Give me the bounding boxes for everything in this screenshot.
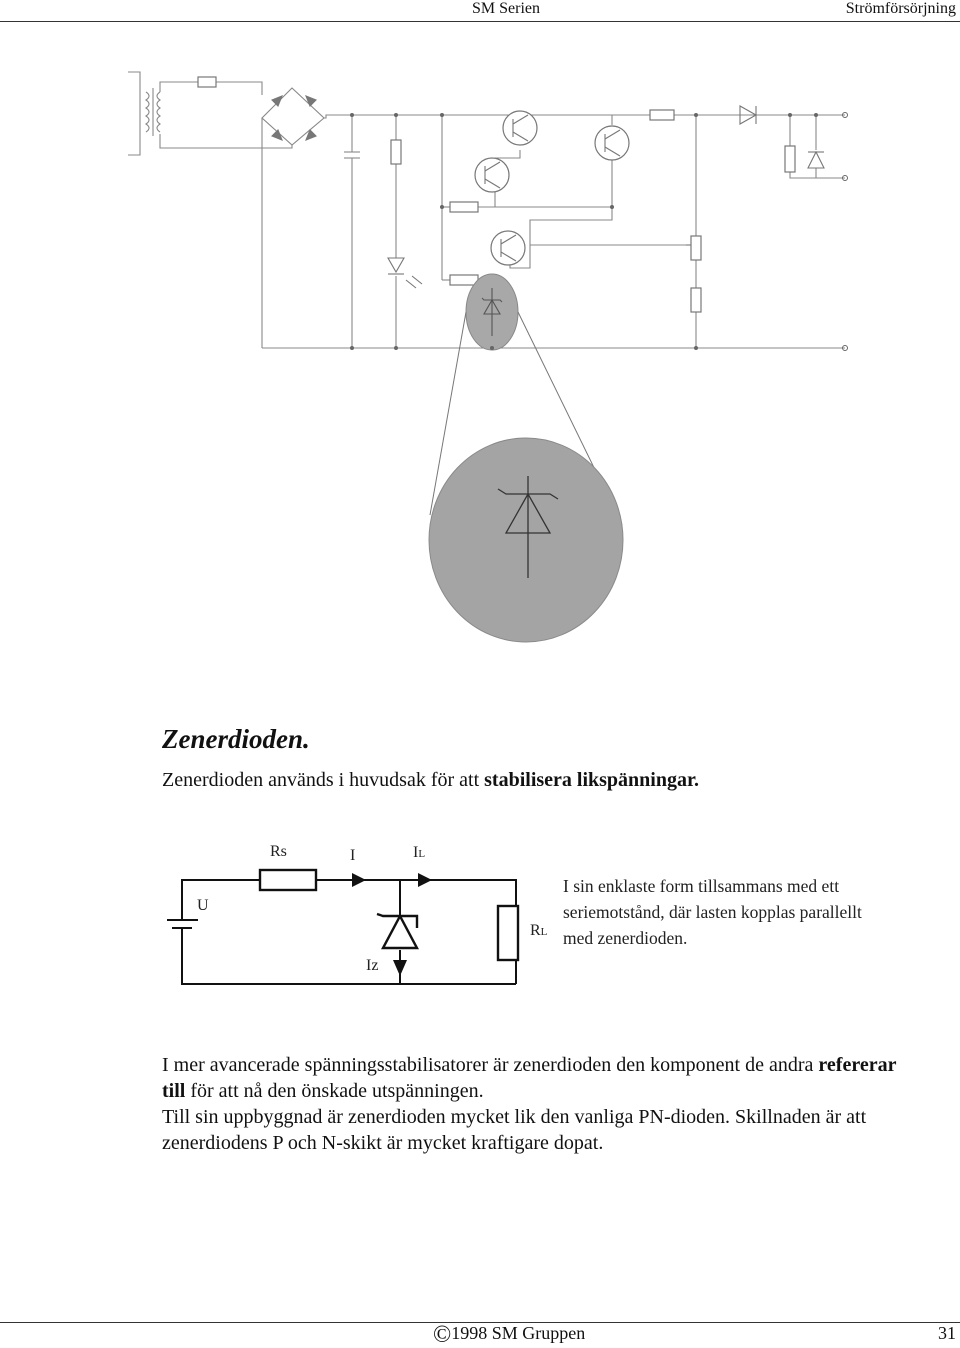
regulator-zener (377, 914, 417, 948)
p1-part-b: för att nå den önskade utspänningen. (185, 1080, 484, 1102)
label-il-sub: L (418, 848, 426, 860)
intro-lead: Zenerdioden används i huvudsak för att (162, 769, 485, 791)
zener-regulator-circuit (0, 0, 560, 1000)
current-arrows (352, 873, 432, 976)
label-rl-main: R (530, 922, 541, 939)
label-rs: Rs (270, 843, 287, 860)
footer-copyright (433, 1322, 585, 1346)
p1-bold: refererar till (162, 1054, 897, 1102)
regulator-wiring (167, 880, 516, 984)
header-series: SM Serien (472, 0, 540, 17)
paragraph-2: Till sin uppbyggnad är zenerdioden mycket lik den vanliga PN-dioden. Skillnaden är att zenerdiodens P och N-skikt är mycket kraftigare dopat. (162, 1106, 867, 1154)
label-rl-sub: L (540, 926, 548, 938)
label-il (413, 844, 425, 861)
label-rl (530, 922, 548, 939)
label-u: U (197, 897, 209, 914)
label-i: I (350, 847, 356, 864)
series-resistor (260, 870, 316, 890)
section-heading: Zenerdioden. (162, 724, 310, 754)
load-resistor (498, 906, 518, 960)
page-number: 31 (938, 1323, 956, 1343)
circuit-description: I sin enklaste form tillsammans med ett seriemotstånd, där lasten kopplas parallellt med zenerdioden. (563, 876, 862, 948)
footer-text: 1998 SM Gruppen (451, 1323, 586, 1343)
paragraph-1 (162, 1052, 922, 1104)
p1-part-a: I mer avancerade spänningsstabilisatorer är zenerdioden den komponent de andra (162, 1054, 819, 1076)
label-iz: Iz (366, 957, 379, 974)
label-il-main: I (413, 844, 419, 861)
header-topic: Strömförsörjning (845, 0, 956, 17)
body-text (162, 1052, 922, 1156)
copyright-icon: © (433, 1322, 452, 1348)
intro-bold: stabilisera likspänningar. (484, 769, 700, 791)
